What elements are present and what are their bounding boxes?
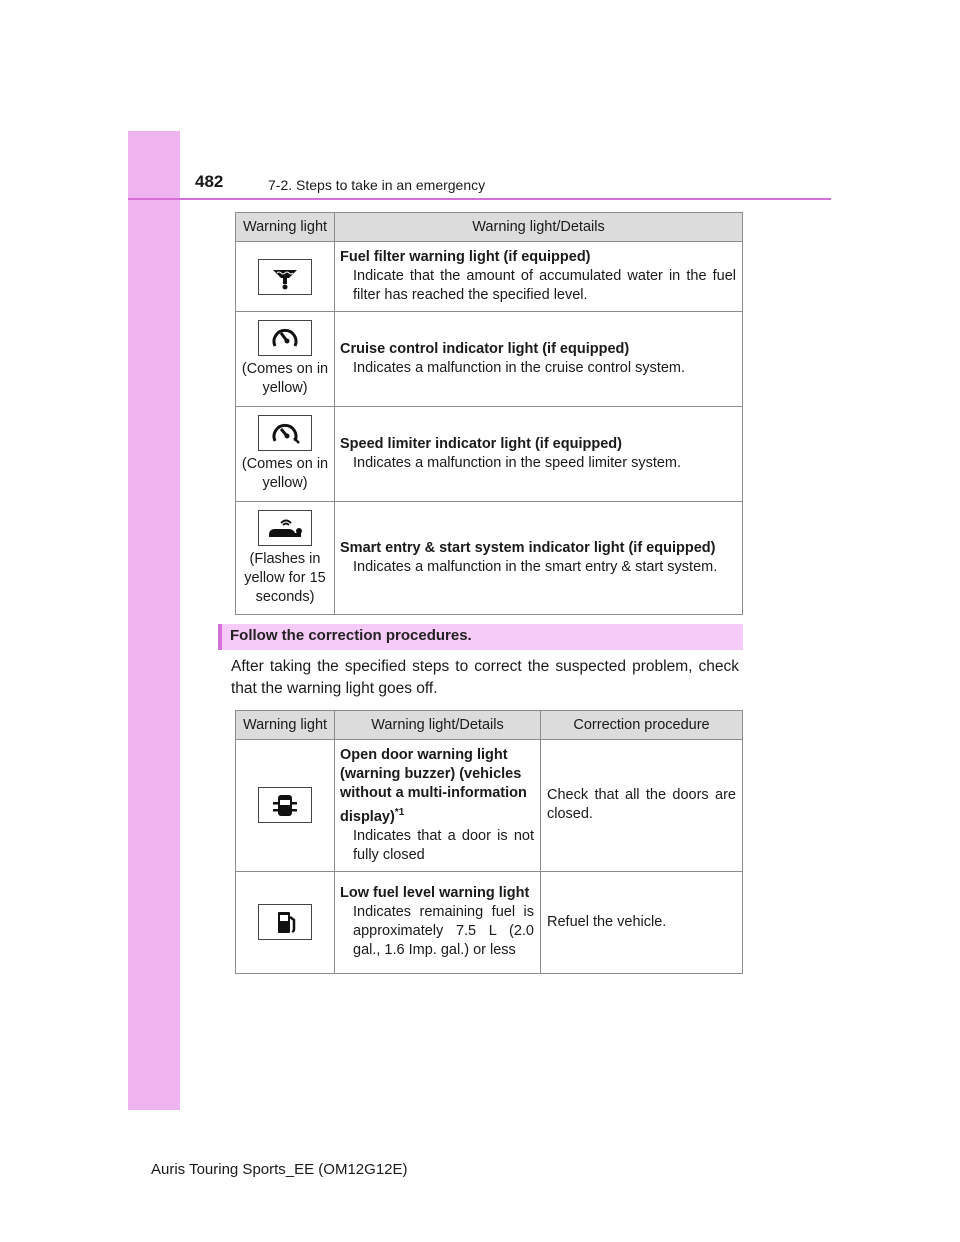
instruction-paragraph: After taking the specified steps to correct the suspected problem, check that the warning light goes off. bbox=[231, 658, 739, 697]
icon-note: (Flashes in yellow for 15 seconds) bbox=[244, 550, 326, 605]
cruise-control-icon bbox=[258, 320, 312, 356]
fuel-pump-icon bbox=[258, 904, 312, 940]
fuel-filter-icon bbox=[258, 259, 312, 295]
icon-cell bbox=[236, 502, 335, 615]
column-header: Correction procedure bbox=[541, 711, 743, 740]
detail-title: Cruise control indicator light (if equipped) bbox=[340, 341, 630, 357]
detail-cell bbox=[335, 740, 541, 872]
header-rule bbox=[128, 198, 831, 200]
icon-cell bbox=[236, 740, 335, 872]
table-header-row bbox=[236, 213, 743, 242]
speed-limiter-icon bbox=[258, 415, 312, 451]
column-header: Warning light bbox=[236, 213, 335, 242]
icon-cell bbox=[236, 312, 335, 407]
detail-title: Low fuel level warning light bbox=[340, 885, 530, 902]
detail-title: Fuel filter warning light (if equipped) bbox=[340, 249, 591, 265]
icon-note: (Comes on in yellow) bbox=[241, 361, 329, 396]
banner-title: Follow the correction procedures. bbox=[230, 627, 472, 644]
open-door-icon bbox=[258, 787, 312, 823]
smart-entry-icon bbox=[258, 510, 312, 546]
column-header: Warning light/Details bbox=[335, 711, 541, 740]
detail-body: Indicates remaining fuel is approximately 7.5 L (2.0 gal., 1.6 Imp. gal.) or less bbox=[353, 904, 534, 959]
detail-title-text: Open door warning light (warning buzzer) (vehicles without a multi-information display) bbox=[340, 747, 527, 825]
table-row bbox=[236, 502, 743, 615]
section-title: 7-2. Steps to take in an emergency bbox=[268, 177, 486, 193]
footnote-marker: *1 bbox=[394, 807, 405, 818]
column-header: Warning light/Details bbox=[335, 213, 743, 242]
detail-body: Indicates a malfunction in the smart entry & start system. bbox=[353, 559, 718, 575]
icon-note: (Comes on in yellow) bbox=[241, 456, 329, 491]
detail-body: Indicates a malfunction in the speed limiter system. bbox=[353, 455, 682, 471]
icon-cell bbox=[236, 871, 335, 973]
table-header-row bbox=[236, 711, 743, 740]
detail-cell bbox=[335, 502, 743, 615]
page-number: 482 bbox=[195, 172, 224, 191]
detail-body: Indicate that the amount of accumulated water in the fuel filter has reached the specified level. bbox=[353, 268, 736, 303]
detail-cell bbox=[335, 407, 743, 502]
icon-cell bbox=[236, 242, 335, 312]
detail-cell bbox=[335, 242, 743, 312]
detail-cell bbox=[335, 312, 743, 407]
detail-body: Indicates a malfunction in the cruise control system. bbox=[353, 360, 686, 376]
footer-text: Auris Touring Sports_EE (OM12G12E) bbox=[151, 1161, 408, 1178]
detail-cell bbox=[335, 871, 541, 973]
table-row bbox=[236, 740, 743, 872]
icon-cell bbox=[236, 407, 335, 502]
table-row bbox=[236, 312, 743, 407]
column-header: Warning light bbox=[236, 711, 335, 740]
correction-cell: Refuel the vehicle. bbox=[541, 871, 743, 973]
section-banner bbox=[218, 624, 743, 650]
side-tab bbox=[128, 131, 180, 1110]
detail-title: Speed limiter indicator light (if equipped) bbox=[340, 436, 622, 452]
table-row bbox=[236, 407, 743, 502]
detail-title: Smart entry & start system indicator light (if equipped) bbox=[340, 540, 716, 556]
detail-title bbox=[340, 746, 534, 827]
detail-body: Indicates that a door is not fully closed bbox=[353, 827, 534, 863]
warning-light-table bbox=[235, 212, 743, 615]
table-row bbox=[236, 871, 743, 973]
correction-cell: Check that all the doors are closed. bbox=[541, 740, 743, 872]
correction-table bbox=[235, 710, 743, 974]
table-row bbox=[236, 242, 743, 312]
